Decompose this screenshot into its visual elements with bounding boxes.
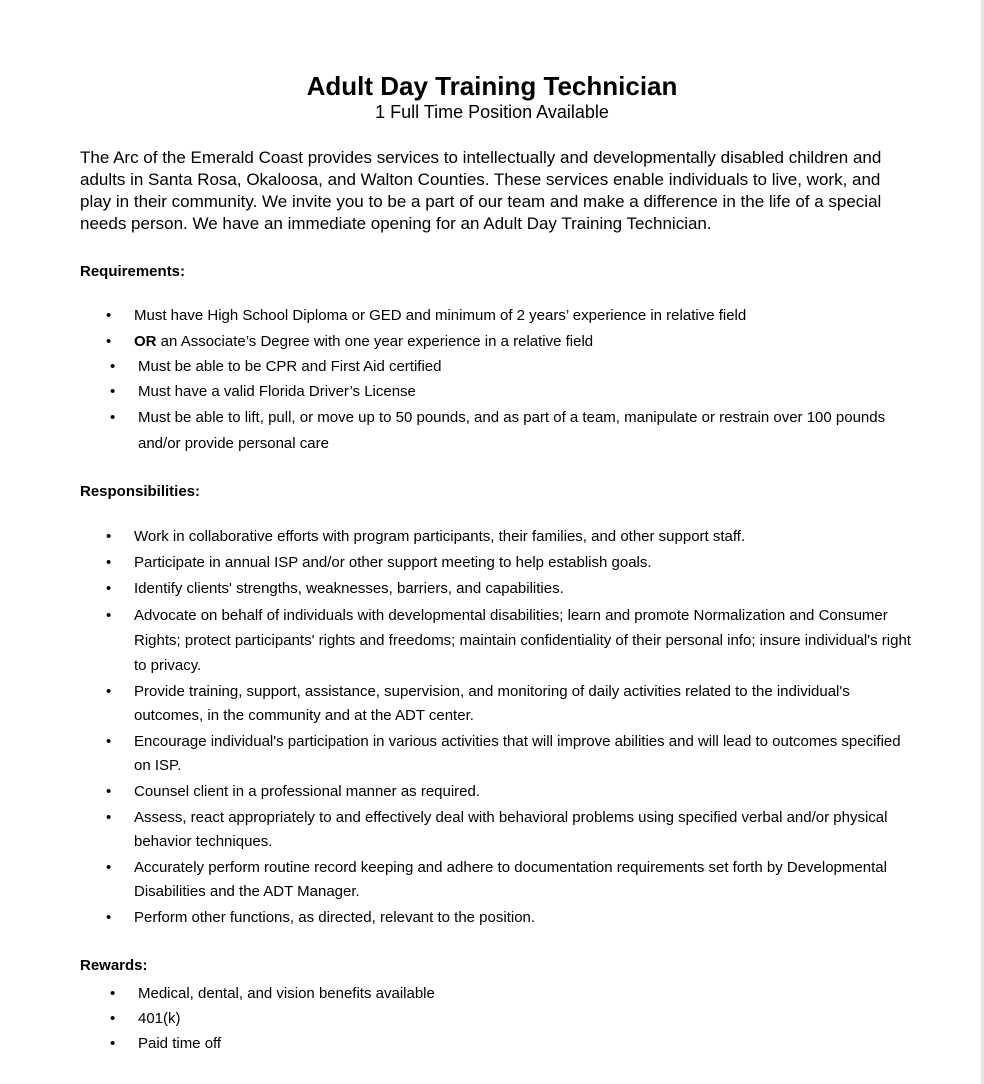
bullet-icon: • bbox=[110, 1035, 116, 1052]
bullet-icon: • bbox=[106, 859, 112, 876]
list-item-text: Paid time off bbox=[138, 1035, 222, 1052]
intro-paragraph: The Arc of the Emerald Coast provides services to intellectually and developmentally disabled children and adults in Santa Rosa, Okaloosa, and Walton Counties. These services enable individuals to live, work, and play in their community. We invite you to be a part of our team and make a difference in the life of a special needs person. We have an immediate opening for an Adult Day Training Technician. bbox=[80, 148, 882, 233]
bullet-icon: • bbox=[106, 909, 112, 926]
bullet-icon: • bbox=[106, 783, 112, 800]
bullet-icon: • bbox=[110, 985, 116, 1002]
bullet-icon: • bbox=[106, 554, 112, 571]
bullet-icon: • bbox=[106, 580, 112, 597]
responsibilities-heading: Responsibilities: bbox=[80, 483, 201, 500]
requirements-heading: Requirements: bbox=[80, 263, 186, 280]
bullet-icon: • bbox=[106, 307, 112, 324]
list-item-bold-text: OR bbox=[134, 333, 157, 350]
list-item bbox=[106, 680, 914, 728]
list-item bbox=[106, 525, 914, 549]
list-item-text: Advocate on behalf of individuals with developmental disabilities; learn and promote Normalization and Consumer Rights; protect participants' rights and freedoms; maintain confidentiality of their personal info; insure individual's right to privacy. bbox=[134, 607, 911, 674]
list-item-text: Encourage individual's participation in various activities that will improve abilities and will lead to outcomes specified on ISP. bbox=[134, 733, 901, 774]
bullet-icon: • bbox=[110, 409, 116, 426]
list-item bbox=[106, 603, 914, 678]
list-item bbox=[106, 906, 914, 930]
list-item bbox=[110, 405, 904, 457]
bullet-icon: • bbox=[106, 809, 112, 826]
list-item bbox=[106, 577, 914, 601]
job-title: Adult Day Training Technician bbox=[306, 71, 678, 101]
list-item-text: Accurately perform routine record keeping and adhere to documentation requirements set forth by Developmental Disabilities and the ADT Manager. bbox=[134, 859, 887, 900]
list-item bbox=[110, 355, 904, 379]
list-item bbox=[106, 780, 914, 804]
bullet-icon: • bbox=[110, 358, 116, 375]
bullet-icon: • bbox=[106, 528, 112, 545]
list-item-text: Must be able to lift, pull, or move up to 50 pounds, and as part of a team, manipulate or restrain over 100 pounds and/or provide personal care bbox=[138, 409, 886, 452]
list-item bbox=[110, 379, 904, 405]
list-item bbox=[110, 1031, 738, 1056]
list-item bbox=[110, 981, 738, 1006]
rewards-heading: Rewards: bbox=[80, 957, 148, 974]
job-subtitle: 1 Full Time Position Available bbox=[375, 102, 609, 122]
list-item bbox=[106, 551, 914, 575]
bullet-icon: • bbox=[106, 607, 112, 624]
responsibilities-list bbox=[106, 525, 914, 932]
requirements-list bbox=[106, 303, 904, 457]
list-item-text: Identify clients' strengths, weaknesses, barriers, and capabilities. bbox=[134, 580, 564, 597]
list-item bbox=[106, 730, 914, 778]
list-item-text: Counsel client in a professional manner as required. bbox=[134, 783, 481, 800]
list-item bbox=[106, 303, 904, 329]
list-item-text: Assess, react appropriately to and effectively deal with behavioral problems using specified verbal and/or physical behavior techniques. bbox=[134, 809, 888, 850]
list-item-text: Provide training, support, assistance, supervision, and monitoring of daily activities related to the individual's outcomes, in the community and at the ADT center. bbox=[134, 683, 850, 724]
list-item bbox=[110, 1006, 738, 1031]
bullet-icon: • bbox=[106, 733, 112, 750]
rewards-list bbox=[110, 981, 738, 1056]
list-item-text: 401(k) bbox=[138, 1010, 181, 1027]
list-item bbox=[106, 806, 914, 854]
list-item-text: Must be able to be CPR and First Aid certified bbox=[138, 358, 442, 375]
list-item-text: Perform other functions, as directed, relevant to the position. bbox=[134, 909, 536, 926]
bullet-icon: • bbox=[110, 383, 116, 400]
list-item bbox=[106, 856, 914, 904]
list-item-text: Work in collaborative efforts with program participants, their families, and other support staff. bbox=[134, 528, 746, 545]
bullet-icon: • bbox=[110, 1010, 116, 1027]
list-item-text: Must have a valid Florida Driver’s License bbox=[138, 383, 416, 400]
list-item-text: Must have High School Diploma or GED and minimum of 2 years’ experience in relative field bbox=[134, 307, 747, 324]
list-item-text: an Associate’s Degree with one year experience in a relative field bbox=[156, 333, 594, 350]
list-item bbox=[106, 329, 904, 355]
list-item-text: Medical, dental, and vision benefits available bbox=[138, 985, 435, 1002]
bullet-icon: • bbox=[106, 683, 112, 700]
bullet-icon: • bbox=[106, 333, 112, 350]
list-item-text: Participate in annual ISP and/or other support meeting to help establish goals. bbox=[134, 554, 652, 571]
